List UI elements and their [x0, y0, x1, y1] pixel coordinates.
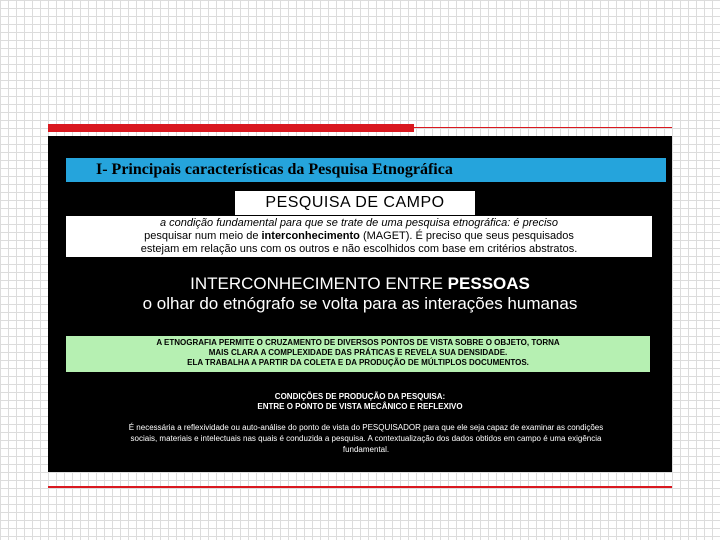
cond-title-2: ENTRE O PONTO DE VISTA MECÂNICO E REFLEXIVO: [257, 402, 463, 411]
top-red-block: [48, 124, 414, 132]
interconhecimento-title: [48, 274, 672, 294]
quote-part1: a condição fundamental para que se trate de uma pesquisa etnográfica: é preciso: [159, 217, 559, 229]
cond-title-1: CONDIÇÕES DE PRODUÇÃO DA PESQUISA:: [274, 392, 446, 401]
etnografia-box: [66, 336, 650, 372]
slide-heading: I- Principais características da Pesquisa Etnográfica: [66, 158, 666, 182]
campo-label: PESQUISA DE CAMPO: [234, 190, 476, 216]
condicoes-title: [48, 392, 672, 412]
quote-part2: pesquisar num meio de: [144, 230, 259, 242]
inter-prefix: INTERCONHECIMENTO ENTRE: [190, 274, 443, 293]
bottom-accent-line: [48, 486, 672, 488]
top-red-line: [414, 127, 672, 128]
green-line-1: A ETNOGRAFIA PERMITE O CRUZAMENTO DE DIVERSOS PONTOS DE VISTA SOBRE O OBJETO, TORNA: [156, 338, 560, 347]
quote-part3: (MAGET). É preciso que seus pesquisados: [362, 230, 574, 242]
quote-bold: interconhecimento: [261, 230, 360, 242]
condicoes-text: É necessária a reflexividade ou auto-análise do ponto de vista do PESQUISADOR para que ele seja capaz de examinar as condições sociais, materiais e intelectuais nas quais é conduzida a pesquisa. A contextualização dos dados obtidos em campo é uma exigência fundamental.: [128, 423, 604, 454]
inter-bold: PESSOAS: [447, 274, 530, 293]
slide-image: [48, 136, 672, 472]
top-accent-bar: [48, 124, 672, 132]
quote-part4: estejam em relação uns com os outros e não escolhidos com base em critérios abstratos.: [140, 243, 578, 255]
interconhecimento-subtitle: o olhar do etnógrafo se volta para as interações humanas: [142, 294, 578, 313]
quote-box: [66, 216, 652, 257]
green-line-3: ELA TRABALHA A PARTIR DA COLETA E DA PRODUÇÃO DE MÚLTIPLOS DOCUMENTOS.: [187, 358, 529, 367]
green-line-2: MAIS CLARA A COMPLEXIDADE DAS PRÁTICAS E REVELA SUA DENSIDADE.: [208, 348, 508, 357]
